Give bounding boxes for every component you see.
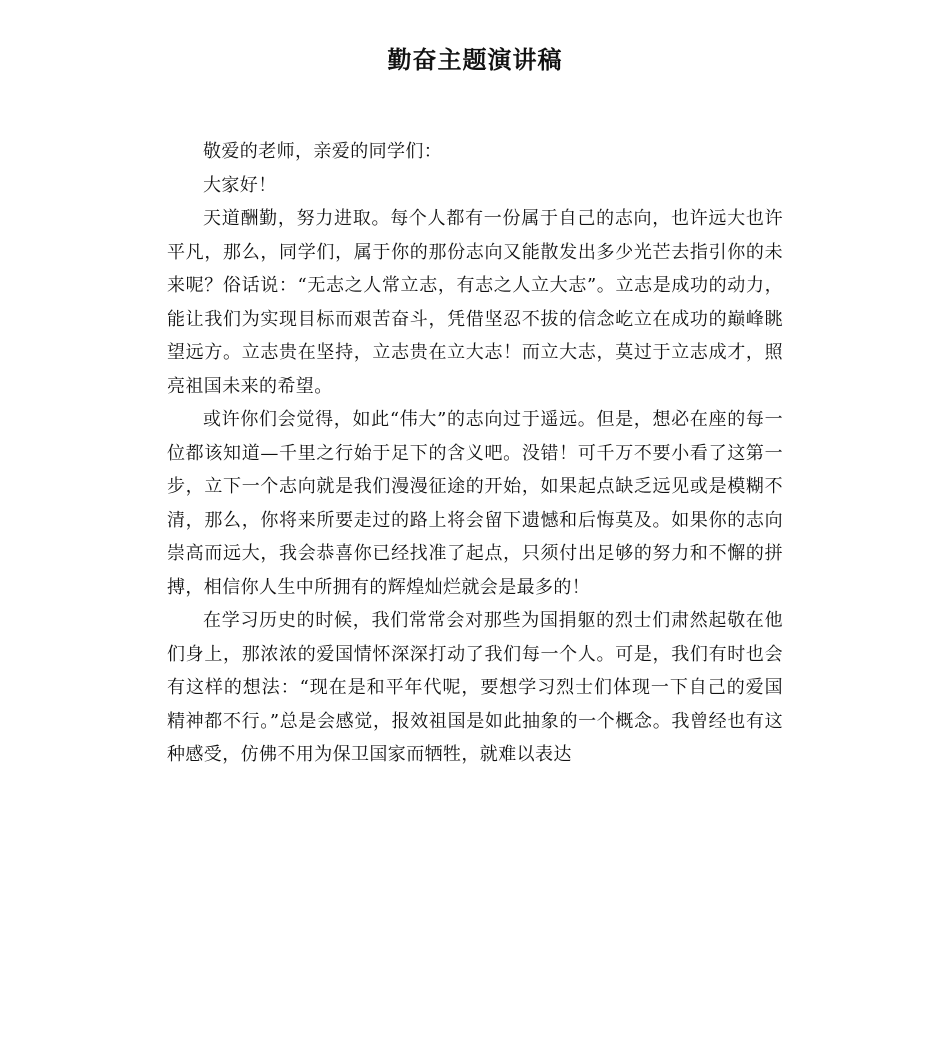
paragraph-2: 或许你们会觉得，如此“伟大”的志向过于遥远。但是，想必在座的每一位都该知道—千里之行始于足下的含义吧。没错！可千万不要小看了这第一步，立下一个志向就是我们漫漫征途的开始，如果起点缺乏远见或是模糊不清，那么，你将来所要走过的路上将会留下遗憾和后悔莫及。如果你的志向崇高而远大，我会恭喜你已经找准了起点，只须付出足够的努力和不懈的拼搏，相信你人生中所拥有的辉煌灿烂就会是最多的！	[167, 409, 783, 598]
paragraph-1: 天道酬勤，努力进取。每个人都有一份属于自己的志向，也许远大也许平凡，那么，同学们，属于你的那份志向又能散发出多少光芒去指引你的未来呢？俗话说：“无志之人常立志，有志之人立大志”。立志是成功的动力，能让我们为实现目标而艰苦奋斗，凭借坚忍不拔的信念屹立在成功的巅峰眺望远方。立志贵在坚持，立志贵在立大志！而立大志，莫过于立志成才，照亮祖国未来的希望。	[167, 208, 783, 397]
paragraph-3: 在学习历史的时候，我们常常会对那些为国捐躯的烈士们肃然起敬在他们身上，那浓浓的爱国情怀深深打动了我们每一个人。可是，我们有时也会有这样的想法：“现在是和平年代呢，要想学习烈士们体现一下自己的爱国精神都不行。”总是会感觉，报效祖国是如此抽象的一个概念。我曾经也有这种感受，仿佛不用为保卫国家而牺牲，就难以表达	[167, 610, 783, 765]
paragraph-greeting: 大家好！	[203, 174, 277, 196]
paragraph-salutation: 敬爱的老师，亲爱的同学们：	[203, 141, 443, 162]
document-title: 勤奋主题演讲稿	[387, 46, 563, 74]
document-body	[167, 135, 783, 772]
